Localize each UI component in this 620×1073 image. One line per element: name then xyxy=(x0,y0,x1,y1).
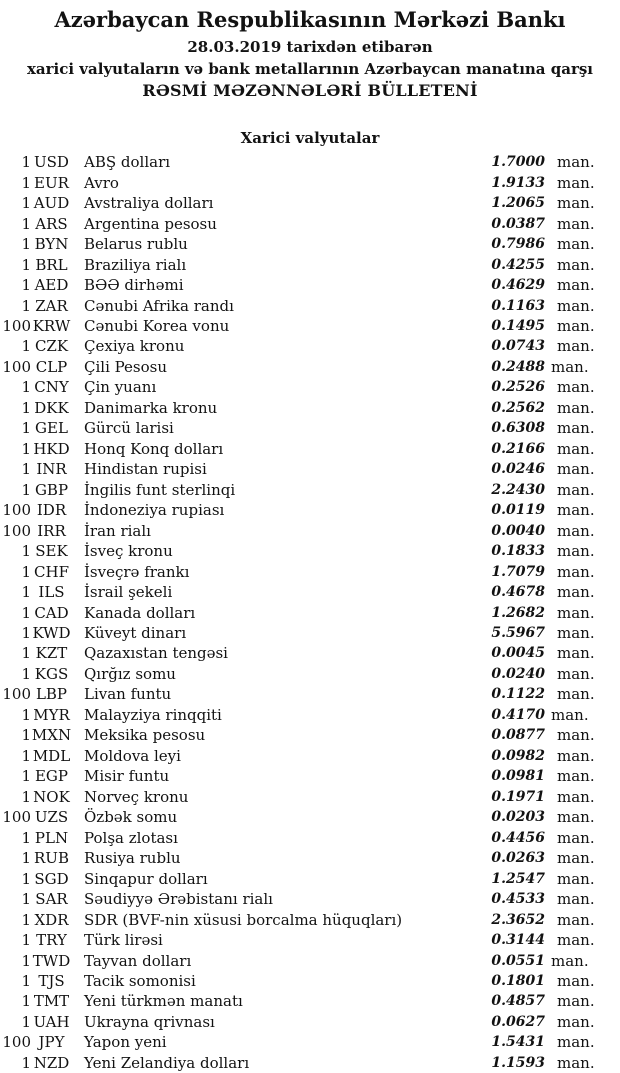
unit-label: man. xyxy=(557,378,595,397)
nominal-amount: 1 xyxy=(21,971,31,990)
currency-code: TJS xyxy=(38,971,65,990)
unit-label: man. xyxy=(557,337,595,356)
nominal-amount: 1 xyxy=(21,910,31,929)
rate-value: 1.2682 xyxy=(491,604,545,621)
rate-value: 0.7986 xyxy=(491,236,545,253)
currency-code: INR xyxy=(36,460,67,479)
currency-name: Avro xyxy=(84,173,119,192)
nominal-amount: 1 xyxy=(21,235,31,254)
rate-value: 0.3144 xyxy=(491,932,545,949)
nominal-amount: 1 xyxy=(21,296,31,315)
unit-label: man. xyxy=(557,808,595,827)
section-title-foreign-currencies: Xarici valyutalar xyxy=(240,129,380,147)
unit-label: man. xyxy=(557,480,595,499)
rate-value: 0.0877 xyxy=(491,727,545,744)
currency-name: Çexiya kronu xyxy=(84,337,185,356)
rate-value: 0.0981 xyxy=(491,768,545,785)
currency-name: İran rialı xyxy=(84,521,151,540)
currency-name: Türk lirəsi xyxy=(84,931,163,950)
nominal-amount: 1 xyxy=(21,890,31,909)
unit-label: man. xyxy=(557,1033,595,1052)
rate-row xyxy=(0,787,620,807)
unit-label: man. xyxy=(557,1053,595,1072)
nominal-amount: 100 xyxy=(2,501,31,520)
currency-code: MYR xyxy=(33,705,70,724)
rate-value: 0.6308 xyxy=(491,420,545,437)
rate-value: 0.0743 xyxy=(491,338,545,355)
nominal-amount: 1 xyxy=(21,542,31,561)
nominal-amount: 1 xyxy=(21,378,31,397)
rate-row xyxy=(0,868,620,888)
rate-value: 0.0387 xyxy=(491,215,545,232)
currency-code: KGS xyxy=(34,664,69,683)
effective-date-line: 28.03.2019 tarixdən etibarən xyxy=(187,38,433,56)
currency-code: USD xyxy=(34,153,69,172)
currency-code: TRY xyxy=(36,931,67,950)
rate-value: 0.2488 xyxy=(491,358,545,375)
nominal-amount: 1 xyxy=(21,726,31,745)
rate-value: 0.0203 xyxy=(491,809,545,826)
currency-code: SAR xyxy=(35,890,68,909)
rate-row xyxy=(0,971,620,991)
rate-row xyxy=(0,766,620,786)
nominal-amount: 100 xyxy=(2,685,31,704)
currency-name: ABŞ dolları xyxy=(84,153,171,172)
rate-value: 0.0627 xyxy=(491,1013,545,1030)
rate-value: 2.3652 xyxy=(491,911,545,928)
rate-value: 1.7000 xyxy=(491,154,545,171)
nominal-amount: 1 xyxy=(21,173,31,192)
nominal-amount: 1 xyxy=(21,869,31,888)
currency-code: AED xyxy=(34,276,69,295)
currency-name: Cənubi Korea vonu xyxy=(84,316,230,335)
currency-name: Kanada dolları xyxy=(84,603,196,622)
rate-value: 0.1495 xyxy=(491,317,545,334)
rate-value: 5.5967 xyxy=(491,625,545,642)
currency-name: Küveyt dinarı xyxy=(84,624,187,643)
unit-label: man. xyxy=(557,828,595,847)
currency-code: MDL xyxy=(32,746,71,765)
currency-code: LBP xyxy=(35,685,68,704)
currency-code: GEL xyxy=(35,419,68,438)
rate-value: 0.2526 xyxy=(491,379,545,396)
currency-code: IRR xyxy=(37,521,66,540)
rate-row xyxy=(0,909,620,929)
unit-label: man. xyxy=(557,255,595,274)
rate-value: 0.4533 xyxy=(491,891,545,908)
unit-label: man. xyxy=(557,276,595,295)
currency-code: HKD xyxy=(33,439,70,458)
nominal-amount: 100 xyxy=(2,357,31,376)
currency-code: UAH xyxy=(33,1012,70,1031)
nominal-amount: 1 xyxy=(21,603,31,622)
currency-name: Çin yuanı xyxy=(84,378,157,397)
currency-code: BYN xyxy=(34,235,69,254)
unit-label: man. xyxy=(557,173,595,192)
rate-row xyxy=(0,950,620,970)
unit-label: man. xyxy=(557,849,595,868)
unit-label: man. xyxy=(557,316,595,335)
bulletin-title: RƏSMİ MƏZƏNNƏLƏRİ BÜLLETENİ xyxy=(142,81,478,100)
nominal-amount: 100 xyxy=(2,1033,31,1052)
currency-code: DKK xyxy=(34,398,69,417)
unit-label: man. xyxy=(557,644,595,663)
unit-label: man. xyxy=(551,357,589,376)
currency-code: CLP xyxy=(35,357,68,376)
currency-code: ILS xyxy=(38,583,65,602)
nominal-amount: 1 xyxy=(21,1053,31,1072)
rate-value: 0.4857 xyxy=(491,993,545,1010)
nominal-amount: 1 xyxy=(21,419,31,438)
nominal-amount: 1 xyxy=(21,624,31,643)
nominal-amount: 1 xyxy=(21,828,31,847)
nominal-amount: 100 xyxy=(2,316,31,335)
currency-name: Avstraliya dolları xyxy=(84,194,214,213)
rate-value: 0.1163 xyxy=(491,297,545,314)
unit-label: man. xyxy=(557,501,595,520)
rate-row xyxy=(0,561,620,581)
rate-value: 0.0045 xyxy=(491,645,545,662)
rate-row xyxy=(0,480,620,500)
currency-code: CNY xyxy=(34,378,69,397)
currency-name: Polşa zlotası xyxy=(84,828,178,847)
rate-value: 0.4678 xyxy=(491,584,545,601)
currency-name: İsrail şekeli xyxy=(84,583,173,602)
currency-code: KWD xyxy=(32,624,71,643)
rate-value: 2.2430 xyxy=(491,481,545,498)
nominal-amount: 1 xyxy=(21,992,31,1011)
rate-row xyxy=(0,746,620,766)
rate-row xyxy=(0,848,620,868)
unit-label: man. xyxy=(557,664,595,683)
rate-row xyxy=(0,418,620,438)
rate-row xyxy=(0,1032,620,1052)
scope-line: xarici valyutaların və bank metallarının Azərbaycan manatına qarşı xyxy=(26,60,594,78)
currency-code: EUR xyxy=(34,173,69,192)
rate-value: 0.0119 xyxy=(491,502,545,519)
rate-row xyxy=(0,725,620,745)
rate-value: 0.2166 xyxy=(491,440,545,457)
nominal-amount: 1 xyxy=(21,705,31,724)
nominal-amount: 1 xyxy=(21,439,31,458)
currency-name: Yeni Zelandiya dolları xyxy=(84,1053,250,1072)
rate-row xyxy=(0,1012,620,1032)
rate-row xyxy=(0,991,620,1011)
currency-code: MXN xyxy=(31,726,72,745)
bank-name-title: Azərbaycan Respublikasının Mərkəzi Bankı xyxy=(54,7,566,32)
rate-value: 0.0246 xyxy=(491,461,545,478)
rate-row xyxy=(0,623,620,643)
rate-row xyxy=(0,357,620,377)
rate-value: 0.1122 xyxy=(491,686,545,703)
unit-label: man. xyxy=(557,931,595,950)
currency-name: Norveç kronu xyxy=(84,787,189,806)
nominal-amount: 100 xyxy=(2,521,31,540)
currency-code: SGD xyxy=(34,869,69,888)
rate-row xyxy=(0,500,620,520)
unit-label: man. xyxy=(557,583,595,602)
unit-label: man. xyxy=(557,890,595,909)
currency-name: Misir funtu xyxy=(84,767,170,786)
currency-code: UZS xyxy=(34,808,69,827)
currency-name: Qazaxıstan tengəsi xyxy=(84,644,228,663)
nominal-amount: 1 xyxy=(21,951,31,970)
currency-name: Yeni türkmən manatı xyxy=(84,992,243,1011)
nominal-amount: 1 xyxy=(21,583,31,602)
currency-name: İndoneziya rupiası xyxy=(84,501,225,520)
rate-row xyxy=(0,541,620,561)
rate-value: 0.1801 xyxy=(491,972,545,989)
unit-label: man. xyxy=(551,705,589,724)
nominal-amount: 1 xyxy=(21,931,31,950)
currency-name: Gürcü larisi xyxy=(84,419,174,438)
currency-name: Rusiya rublu xyxy=(84,849,181,868)
rate-row xyxy=(0,377,620,397)
currency-name: Honq Konq dolları xyxy=(84,439,224,458)
rate-value: 0.4255 xyxy=(491,256,545,273)
unit-label: man. xyxy=(557,767,595,786)
rate-value: 0.0551 xyxy=(491,952,545,969)
currency-name: Belarus rublu xyxy=(84,235,188,254)
unit-label: man. xyxy=(557,992,595,1011)
rate-row xyxy=(0,602,620,622)
rate-row xyxy=(0,643,620,663)
rate-value: 0.0263 xyxy=(491,850,545,867)
nominal-amount: 1 xyxy=(21,337,31,356)
rate-row xyxy=(0,316,620,336)
currency-code: AUD xyxy=(33,194,70,213)
rate-value: 0.4170 xyxy=(491,706,545,723)
currency-name: SDR (BVF-nin xüsusi borcalma hüquqları) xyxy=(84,910,403,929)
rate-value: 0.0240 xyxy=(491,665,545,682)
rate-value: 1.5431 xyxy=(491,1034,545,1051)
rate-row xyxy=(0,213,620,233)
unit-label: man. xyxy=(557,787,595,806)
currency-name: Özbək somu xyxy=(84,808,178,827)
rate-row xyxy=(0,582,620,602)
currency-code: JPY xyxy=(38,1033,65,1052)
rate-value: 1.9133 xyxy=(491,174,545,191)
nominal-amount: 1 xyxy=(21,194,31,213)
rate-value: 0.4629 xyxy=(491,277,545,294)
nominal-amount: 1 xyxy=(21,1012,31,1031)
rate-value: 1.1593 xyxy=(491,1054,545,1071)
rate-row xyxy=(0,172,620,192)
rate-row xyxy=(0,684,620,704)
nominal-amount: 1 xyxy=(21,398,31,417)
currency-code: PLN xyxy=(34,828,69,847)
rate-row xyxy=(0,930,620,950)
rate-row xyxy=(0,664,620,684)
currency-name: Tayvan dolları xyxy=(84,951,192,970)
unit-label: man. xyxy=(557,869,595,888)
rate-value: 0.2562 xyxy=(491,399,545,416)
currency-code: SEK xyxy=(35,542,68,561)
currency-name: Malayziya rinqqiti xyxy=(84,705,222,724)
currency-name: Hindistan rupisi xyxy=(84,460,207,479)
currency-code: CAD xyxy=(34,603,69,622)
currency-code: TWD xyxy=(32,951,71,970)
rate-row xyxy=(0,254,620,274)
currency-code: CZK xyxy=(34,337,69,356)
currency-name: Braziliya rialı xyxy=(84,255,187,274)
currency-code: ZAR xyxy=(35,296,68,315)
rate-row xyxy=(0,1053,620,1073)
currency-code: CHF xyxy=(34,562,69,581)
unit-label: man. xyxy=(557,398,595,417)
nominal-amount: 1 xyxy=(21,562,31,581)
unit-label: man. xyxy=(557,214,595,233)
unit-label: man. xyxy=(557,746,595,765)
unit-label: man. xyxy=(557,1012,595,1031)
currency-name: Səudiyyə Ərəbistanı rialı xyxy=(84,890,273,909)
unit-label: man. xyxy=(557,624,595,643)
currency-name: Cənubi Afrika randı xyxy=(84,296,234,315)
unit-label: man. xyxy=(557,521,595,540)
nominal-amount: 1 xyxy=(21,214,31,233)
nominal-amount: 1 xyxy=(21,480,31,499)
currency-name: Yapon yeni xyxy=(84,1033,167,1052)
nominal-amount: 1 xyxy=(21,849,31,868)
nominal-amount: 1 xyxy=(21,664,31,683)
rate-row xyxy=(0,827,620,847)
currency-name: BƏƏ dirhəmi xyxy=(84,276,184,295)
nominal-amount: 1 xyxy=(21,460,31,479)
rate-value: 0.4456 xyxy=(491,829,545,846)
rate-value: 0.1971 xyxy=(491,788,545,805)
currency-name: İsveç kronu xyxy=(84,542,173,561)
currency-code: NZD xyxy=(33,1053,70,1072)
rate-value: 1.2065 xyxy=(491,195,545,212)
unit-label: man. xyxy=(557,439,595,458)
document-header xyxy=(0,0,620,99)
nominal-amount: 1 xyxy=(21,644,31,663)
nominal-amount: 1 xyxy=(21,787,31,806)
nominal-amount: 1 xyxy=(21,767,31,786)
rate-row xyxy=(0,152,620,172)
currency-name: Ukrayna qrivnası xyxy=(84,1012,215,1031)
currency-name: Argentina pesosu xyxy=(84,214,217,233)
rate-row xyxy=(0,193,620,213)
unit-label: man. xyxy=(557,419,595,438)
unit-label: man. xyxy=(557,910,595,929)
rate-value: 0.1833 xyxy=(491,543,545,560)
unit-label: man. xyxy=(557,194,595,213)
currency-code: KZT xyxy=(35,644,68,663)
currency-name: Tacik somonisi xyxy=(84,971,196,990)
currency-name: Sinqapur dolları xyxy=(84,869,208,888)
currency-name: İsveçrə frankı xyxy=(84,562,190,581)
unit-label: man. xyxy=(557,726,595,745)
rate-row xyxy=(0,295,620,315)
rate-value: 0.0982 xyxy=(491,747,545,764)
currency-name: Moldova leyi xyxy=(84,746,181,765)
currency-name: Çili Pesosu xyxy=(84,357,168,376)
nominal-amount: 1 xyxy=(21,255,31,274)
currency-code: GBP xyxy=(34,480,69,499)
rate-row xyxy=(0,336,620,356)
unit-label: man. xyxy=(557,153,595,172)
rate-row xyxy=(0,807,620,827)
currency-name: Danimarka kronu xyxy=(84,398,218,417)
rate-row xyxy=(0,889,620,909)
currency-code: RUB xyxy=(34,849,69,868)
rate-row xyxy=(0,275,620,295)
currency-name: İngilis funt sterlinqi xyxy=(84,480,236,499)
rate-row xyxy=(0,459,620,479)
rates-table xyxy=(0,152,620,1073)
unit-label: man. xyxy=(551,951,589,970)
rate-row xyxy=(0,234,620,254)
rate-row xyxy=(0,520,620,540)
currency-code: NOK xyxy=(33,787,70,806)
currency-name: Livan funtu xyxy=(84,685,172,704)
currency-code: ARS xyxy=(35,214,68,233)
unit-label: man. xyxy=(557,460,595,479)
currency-code: IDR xyxy=(36,501,67,520)
currency-code: BRL xyxy=(35,255,68,274)
rate-value: 1.2547 xyxy=(491,870,545,887)
unit-label: man. xyxy=(557,296,595,315)
currency-name: Qırğız somu xyxy=(84,664,176,683)
rate-row xyxy=(0,398,620,418)
rate-value: 1.7079 xyxy=(491,563,545,580)
unit-label: man. xyxy=(557,971,595,990)
unit-label: man. xyxy=(557,562,595,581)
nominal-amount: 1 xyxy=(21,153,31,172)
currency-code: EGP xyxy=(34,767,69,786)
nominal-amount: 1 xyxy=(21,276,31,295)
rate-row xyxy=(0,705,620,725)
rate-value: 0.0040 xyxy=(491,522,545,539)
currency-name: Meksika pesosu xyxy=(84,726,206,745)
rate-row xyxy=(0,439,620,459)
unit-label: man. xyxy=(557,235,595,254)
unit-label: man. xyxy=(557,603,595,622)
currency-code: KRW xyxy=(32,316,71,335)
currency-code: TMT xyxy=(33,992,70,1011)
currency-code: XDR xyxy=(34,910,69,929)
unit-label: man. xyxy=(557,685,595,704)
nominal-amount: 1 xyxy=(21,746,31,765)
nominal-amount: 100 xyxy=(2,808,31,827)
unit-label: man. xyxy=(557,542,595,561)
